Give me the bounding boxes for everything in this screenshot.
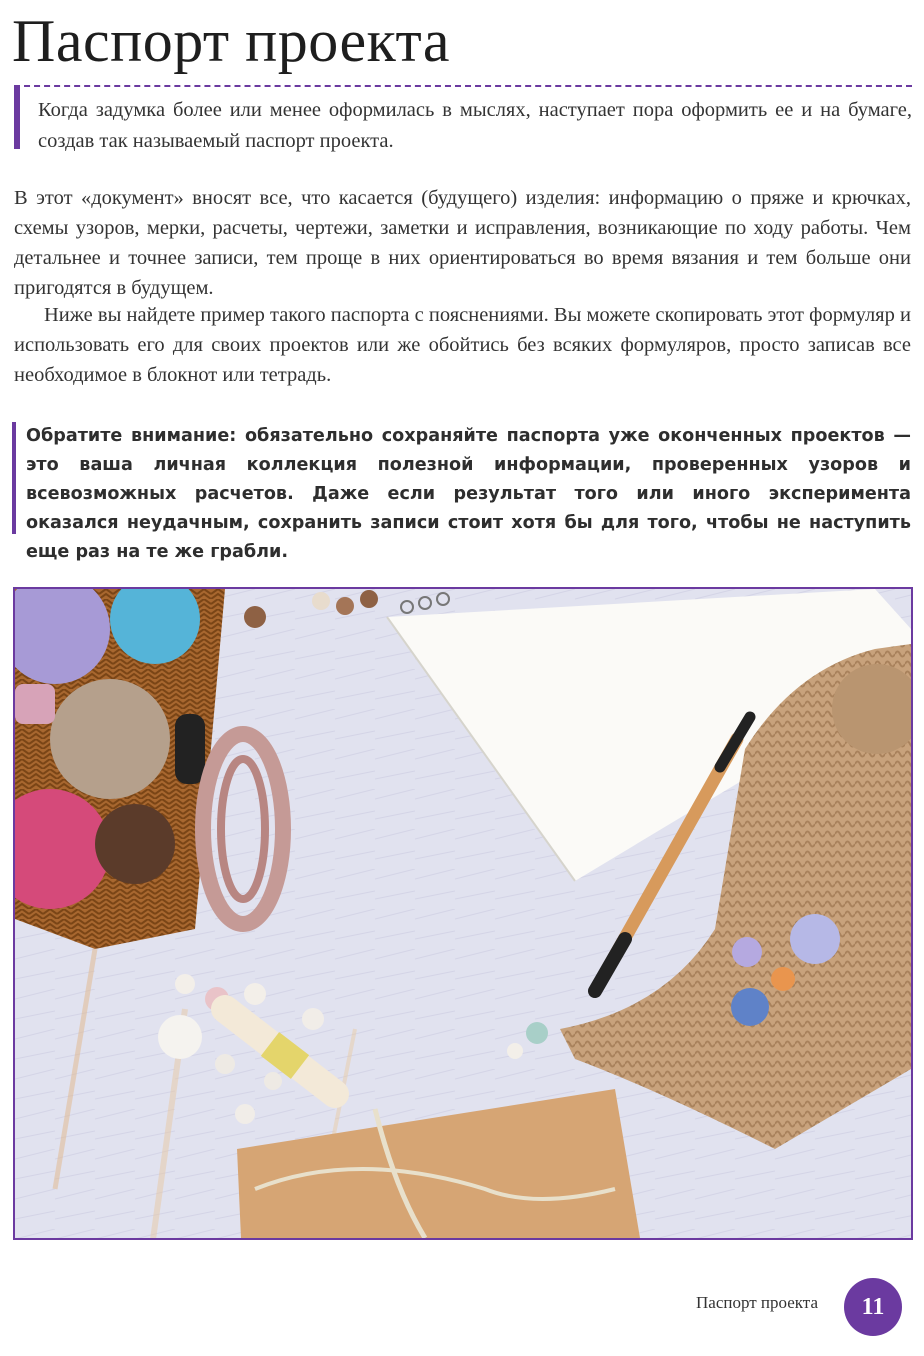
note-text (26, 422, 911, 567)
page-number-badge: 11 (844, 1278, 902, 1336)
knitting-photo (13, 587, 913, 1240)
note-body: обязательно сохраняйте паспорта уже оконченных проектов — это ваша личная коллекция полезной информации, проверенных узоров и всевозможных расчетов. Даже если результат того или иного эксперимента оказался неудачным, сохранить записи стоит хотя бы для того, чтобы не наступить еще раз на те же грабли. (26, 426, 911, 562)
page-title: Паспорт проекта (12, 8, 451, 74)
intro-accent-bar (14, 87, 20, 149)
note-accent-bar (12, 422, 16, 534)
intro-text: Когда задумка более или менее оформилась в мыслях, наступает пора оформить ее и на бумаге, создав так называемый паспорт проекта. (38, 99, 912, 152)
footer-section-title: Паспорт проекта (696, 1293, 818, 1312)
attention-note (12, 422, 911, 562)
intro-callout (14, 85, 912, 151)
note-lead: Обратите внимание: (26, 426, 237, 446)
body-paragraph-1: В этот «документ» вносят все, что касается (будущего) изделия: информацию о пряже и крючках, схемы узоров, мерки, расчеты, чертежи, заметки и исправления, возникающие по ходу работы. Чем детальнее и точнее записи, тем проще в них ориентироваться во время вязания и тем больше они пригодятся в будущем. (14, 187, 911, 299)
body-paragraph-2: Ниже вы найдете пример такого паспорта с пояснениями. Вы можете скопировать этот формуляр и использовать его для своих проектов или же обойтись без всяких формуляров, просто записав все необходимое в блокнот или тетрадь. (14, 304, 911, 386)
